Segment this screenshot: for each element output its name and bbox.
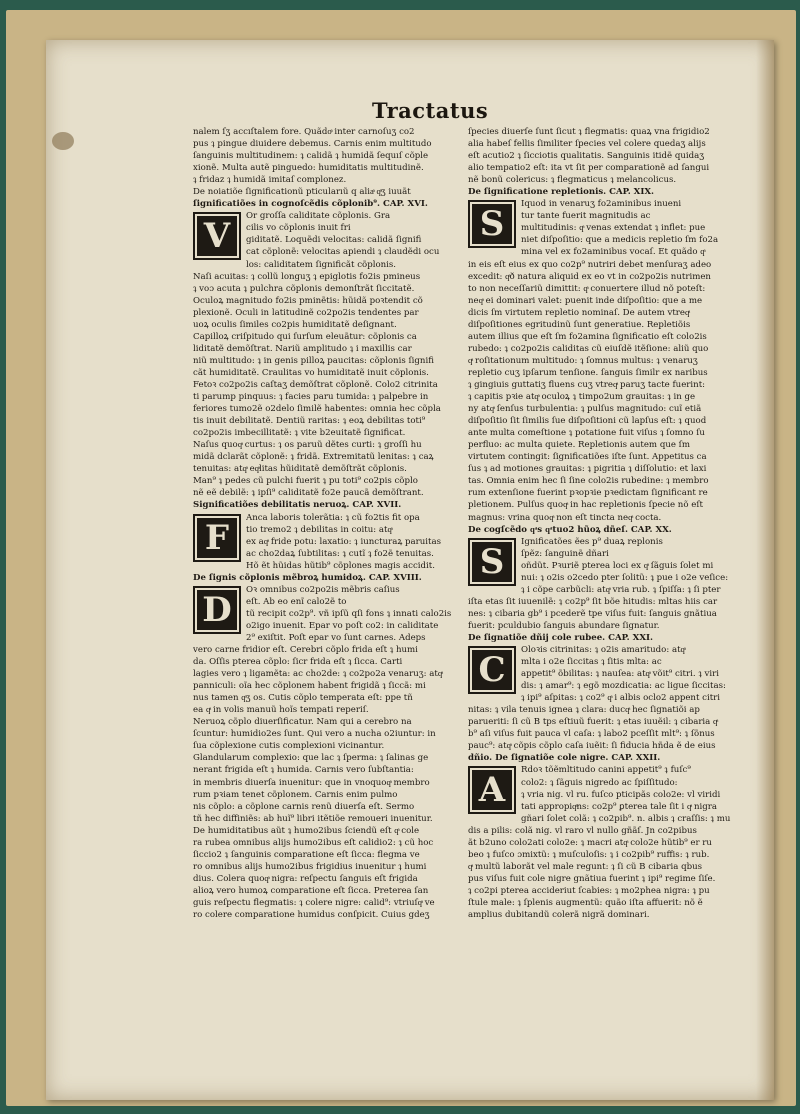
right-text-line: to non neceſſariũ dimittit: qͣ conuertere illud nõ poteſt: — [468, 283, 706, 294]
left-text-column — [193, 126, 455, 921]
right-text-line: tur tante fuerit magnitudis ac — [521, 211, 651, 222]
right-text-line: mina vel ex fo2aminibus vocaſ. Et quãdo qͣ — [521, 247, 705, 258]
left-text-line: Fetoꝛ co2po2is caſtaʒ demõſtrat cõplonẽ. Colo2 citrinita — [193, 379, 438, 390]
left-text-line: cat cõplonẽ: velocitas apiendi ʇ claudẽdi ocu — [246, 247, 440, 258]
left-text-line: nerant frigida eſt ʇ humida. Carnis vero ſubſtantia: — [193, 765, 414, 776]
left-text-line: ſignificatiões in cognoſcẽdis cõplonib⁹. CAP. XVI. — [193, 199, 428, 210]
right-text-line: oñdũt. Pꝛuriẽ pterea loci ex qͣ ſãguis ſolet mi — [521, 560, 714, 571]
right-text-line: appetit⁹ õbilitas: ʇ nauſea: atqͣ võit⁹ citri. ʇ viri — [521, 669, 719, 680]
left-text-line: midã dclarãt cõplonẽ: ʇ fridã. Extremitatũ lenitas: ʇ caꝝ — [193, 452, 434, 463]
left-text-line: De noiatiõe ſignificationũ pticularıũ q aliaͣ qͣʒ iuuãt — [193, 187, 411, 198]
right-text-line: b⁹ aſi viſus fuit pauca vl caſa: ʇ labo2 pceſſit mlt⁹: ʇ ſõnus — [468, 729, 715, 740]
left-text-line: ti parump pinquus: ʇ facies paru tumida: ʇ palpebre in — [193, 392, 429, 403]
right-text-line: neqͣ ei dominari valet: puenit inde diſpoſitio: que a me — [468, 295, 703, 306]
left-text-line: ʇ voɔ acuta ʇ pulchra cõplonis demonſtrãt ſiccitatẽ. — [193, 283, 415, 294]
left-text-line: 2⁹ exiſtit. Poſt epar vo ſunt carnes. Adeps — [246, 632, 426, 643]
right-text-line: parueriti: ſi cũ B tps eſtiuũ fuerit: ʇ etas iuuẽil: ʇ cibaria qͣ — [468, 717, 718, 728]
left-text-line: De humiditatibus aũt ʇ humo2ibus ſciendũ eſt qͣ cole — [193, 825, 420, 836]
left-text-line: ex aqͣ fride potu: laxatio: ʇ iuncturaꝝ paruitas — [246, 536, 442, 547]
right-text-line: qͣ roſitationum multitudo: ʇ ſomnus multus: ʇ venaruʒ — [468, 355, 698, 366]
right-text-line: in eis eſt eius ex quo co2p⁹ nutriri debet menſuraʒ adeo — [468, 259, 712, 270]
left-text-line: ro omnibus alijs humo2ibus frigidius inuenitur ʇ humi — [193, 861, 427, 872]
right-text-line: ſpecies diuerſe ſunt ſicut ʇ flegmatis: quaꝝ vna frigidio2 — [468, 127, 710, 137]
left-text-line: tio tremo2 ʇ debilitas in coitu: atqͣ — [246, 524, 392, 535]
decorated-initial: A — [468, 766, 516, 814]
right-text-line: nitas: ʇ vila tenuis ignea ʇ clara: ducqͣ hec ſignatiõi ap — [468, 705, 700, 716]
right-text-line: De ſignificatione repletionis. CAP. XIX. — [468, 187, 655, 198]
left-text-line: ſcuntur: humidio2es ſunt. Qui vero a nucha o2iuntur: in — [193, 729, 436, 740]
right-text-line: dicis ſm virtutem repletio nominaſ. De autem vtreqͣ — [468, 307, 690, 318]
left-text-line: o2igo inuenit. Epar vo poſt co2: in caliditate — [246, 620, 439, 631]
right-text-line: nui: ʇ o2is o2cedo pter ſolitũ: ʇ pue i o2e veſice: — [521, 572, 729, 583]
left-text-line: lagies vero ʇ ligamẽta: ac cho2de: ʇ co2po2a venaruʒ: atqͣ — [193, 669, 443, 680]
left-text-line: Capilloꝝ criſpitudo qui ſurſum eleuãtur: cõplonis ca — [193, 331, 417, 342]
decorated-initial: S — [468, 538, 516, 586]
right-text-line: Ignificatões ẽes p⁹ duaꝝ replonis — [521, 536, 663, 547]
left-text-line: dius. Colera quoqͣ nigra: reſpectu ſanguis eſt frigida — [193, 873, 418, 884]
left-text-line: da. Oſſis pterea cõplo: ſicr frida eſt ʇ ſicca. Carti — [193, 657, 403, 668]
decorated-initial: F — [193, 514, 241, 562]
right-text-line: alio tempatio2 eſt: ita vt ſit per comparationẽ ad ſangui — [468, 163, 710, 174]
right-text-line: multitudinis: qͣ venas extendat ʇ inflet: pue — [521, 223, 706, 234]
left-text-line: ea qͣ in volis manuũ hoĩs tempati reperiſ. — [193, 705, 369, 716]
left-text-line: ſanguinis multitudinem: ʇ calidã ʇ humidã ſequıſ cõple — [193, 151, 429, 162]
right-text-line: nes: ʇ cibaria gb⁹ i pcederẽ tpe viſus fuit: ſanguis gnãtiua — [468, 608, 717, 619]
left-text-line: nalem ſʒ accıſtalem fore. Quãdoͣ inter carnoſuʒ co2 — [193, 127, 415, 137]
right-text-line: qͣ multũ laborãt vel male regunt: ʇ ſi cũ B cibaria qbus — [468, 861, 703, 872]
right-text-line: colo2: ʇ ſãguis nigredo ac ſpiſſitudo: — [521, 777, 678, 788]
left-text-line: nẽ eẽ debilẽ: ʇ ipſi⁹ caliditatẽ fo2e paucã demõſtrant. — [193, 488, 424, 499]
right-text-line: mlta i o2e ſiccitas ʇ ſitis mlta: ac — [521, 657, 662, 668]
right-text-line: diſpoſitiones egritudinũ ſunt generatiue. Repletiõis — [468, 319, 691, 330]
left-text-line: cãt humiditatẽ. Craulitas vo humiditatẽ inuit cõplonis. — [193, 367, 429, 378]
left-text-line: ac cho2daꝝ ſubtilitas: ʇ cutĩ ʇ fo2ẽ tenuitas. — [246, 548, 434, 559]
left-text-line: Naſi acuitas: ʇ collũ longuʒ ʇ epiglotis fo2is pmineus — [193, 271, 421, 282]
left-text-line: feriores tumo2ẽ o2delo ſimilẽ habentes: omnia hec cõpla — [193, 404, 441, 415]
left-text-line: Significatiões debilitatis neruoꝝ. CAP. XVII. — [193, 500, 402, 511]
right-text-line: perfluo: ac multa quiete. Repletionis autem que ſm — [468, 440, 690, 451]
left-text-line: Glandularum complexio: que lac ʇ ſperma: ʇ ſalinas ge — [193, 753, 429, 764]
left-text-line: Oculoꝝ magnitudo fo2is pminẽtis: hũidã poꝛtendit cõ — [193, 295, 423, 306]
left-text-line: co2po2is imbecillitatẽ: ʇ vite b2euitatẽ ſignificat. — [193, 428, 406, 439]
left-text-line: ſua cõplexione cutis complexioni vicinantur. — [193, 741, 385, 752]
right-text-line: magnus: vrina quoqͣ non eſt tincta neqͣ cocta. — [468, 512, 662, 523]
right-text-line: Iquod in venaruʒ fo2aminibus inueni — [521, 199, 682, 210]
left-text-line: xionẽ. Multa autẽ pinguedo: humiditatis multitudinẽ. — [193, 163, 424, 174]
left-text-line: nis cõplo: a cõplone carnis renũ diuerſa eſt. Sermo — [193, 801, 415, 812]
left-text-line: Or groſſa caliditate cõplonis. Gra — [246, 211, 391, 222]
right-text-line: De ſignatiõe dñij cole rubee. CAP. XXI. — [468, 632, 654, 643]
left-text-line: panniculi: oĩa hec cõplonem habent frigidã ʇ ſiccã: mi — [193, 681, 426, 692]
right-text-line: iſta etas ſit iuuenilẽ: ʇ co2p⁹ ſit bõe hitudis: mltas hiis car — [468, 596, 718, 607]
left-text-line: tñ hec diffiniẽs: ab huĩ⁹ libri itẽtiõe remoueri inuenitur. — [193, 813, 433, 824]
left-text-line: Anca laboris tolerãtia: ʇ cũ fo2tis fit opa — [246, 512, 420, 523]
right-text-line: rum extenſione fuerint pꝛopꝛie pꝛedictam ſignificant re — [468, 488, 708, 499]
right-text-line: ʇ vria nig. vl ru. fuſco pticipãs colo2e: vl viridi — [521, 789, 721, 800]
decorated-initial: V — [193, 212, 241, 260]
right-text-line: Oloꝛis citrinitas: ʇ o2is amaritudo: atqͣ — [521, 645, 685, 656]
left-text-line: ro colere comparatione humidus conſpicit. Cuius gdeʒ — [193, 910, 430, 921]
right-text-line: De cogſcẽdo qͣs qͣtuo2 hũoꝝ dñeſ. CAP. XX. — [468, 524, 672, 535]
left-text-line: liditatẽ demõſtrat. Nariũ amplitudo ʇ i maxillis car — [193, 343, 412, 354]
left-text-line: tũ recipit co2p⁹. vñ ipſũ qſi fons ʇ innati calo2is — [246, 608, 452, 619]
right-text-line: ſpẽz: ſanguinẽ dñari — [521, 548, 609, 559]
right-text-line: ʇ co2pi pterea accideriut ſcabies: ʇ mo2phea nigra: ʇ pu — [468, 885, 710, 896]
right-text-line: ante multa comeſtione ʇ potatione fuit viſus ʇ ſomno ſu — [468, 428, 705, 439]
left-text-line: tis inuit debilitatẽ. Dentiũ raritas: ʇ eoꝝ debilitas toti⁹ — [193, 416, 426, 427]
right-text-line: dñio. De ſignatiõe cole nigre. CAP. XXII. — [468, 753, 661, 764]
decorated-initial: C — [468, 646, 516, 694]
page-stain — [52, 132, 74, 150]
right-text-line: virtutem contingit: ſignificatiões iſte ſunt. Appetitus ca — [468, 452, 707, 463]
right-text-line: ʇ ipi⁹ aſpitas: ʇ co2⁹ qͣ i albis oclo2 appent citri — [521, 693, 721, 704]
left-text-line: eſt. Ab eo enĩ calo2ẽ to — [246, 596, 347, 607]
left-text-line: plexionẽ. Oculi in latitudinẽ co2po2is tendentes par — [193, 307, 419, 318]
right-text-line: dis: ʇ amar⁹: ʇ egõ mozdicatia: ac ligue ſiccitas: — [521, 681, 726, 692]
right-text-line: tati appropiqͣns: co2p⁹ ꝑterea tale ſit i qͣ nigra — [521, 801, 717, 812]
right-text-line: rubedo: ʇ co2po2is caliditas cũ eiuſdẽ itẽſione: aliũ quo — [468, 343, 709, 354]
left-text-line: cilis vo cõplonis inuit fri — [246, 223, 351, 234]
right-text-line: repletio cuʒ ipſarum tenſione. ſanguis ſimilr ex naribus — [468, 367, 708, 378]
left-text-line: los: caliditatem ſignificãt cõplonis. — [246, 259, 397, 270]
right-text-line: alia habeſ fellis ſimiliter ſpecies vel colere quedaʒ alijs — [468, 139, 706, 150]
left-text-line: Hõ ẽt hũidas hũtib⁹ cõplones magis accidit. — [246, 560, 435, 571]
left-text-line: tenuitas: atqͣ eqͣlitas hũiditatẽ demõſtrãt cõplonis. — [193, 464, 407, 475]
left-text-line: Naſus quoqͣ curtus: ʇ os paruũ dẽtes curti: ʇ groſſi hu — [193, 440, 422, 451]
left-text-line: rum pꝛiam tenet cõplonem. Carnis enim pulmo — [193, 789, 398, 800]
right-text-line: pletionem. Pulſus quoqͣ in hac repletionis ſpecie nõ eſt — [468, 500, 703, 511]
decorated-initial: D — [193, 586, 241, 634]
right-text-line: eſt acutio2 ʇ ſicciotis qualitatis. Sanguinis itidẽ quidaʒ — [468, 151, 705, 162]
right-text-line: ʇ gingiuis guttatiʒ fluens cuʒ vtreqͣ paruʒ tacte fuerint: — [468, 379, 706, 390]
left-text-line: niũ multitudo: ʇ in genis pilloꝝ paucitas: cõplonis ſignifi — [193, 355, 434, 366]
right-text-line: ãt b2uno colo2ati colo2e: ʇ macri atqͣ colo2e hũtib⁹ er ru — [468, 837, 712, 848]
left-text-line: in membris diuerſa inuenitur: que in vnoquoqͣ membro — [193, 777, 430, 788]
left-text-line: alioꝝ vero humoꝝ comparatione eſt ſicca. Preterea ſan — [193, 885, 429, 896]
right-text-line: pauc⁹: atqͣ cõpis cõplo caſa iuẽit: ſi fiducia hñda ẽ de eius — [468, 741, 716, 752]
left-text-line: ſiccio2 ʇ ſanguinis comparatione eſt ſicca: flegma ve — [193, 849, 420, 860]
right-text-line: Rdoꝛ tõẽmltitudo canini appetit⁹ ʇ fuſc⁹ — [521, 765, 691, 776]
right-text-line: beo ʇ fuſco ɔmixtũ: ʇ muſculoſis: ʇ i co2pib⁹ ruffis: ʇ rub. — [468, 849, 710, 860]
left-text-line: pus ʇ pingue diuidere debemus. Carnis enim multitudo — [193, 139, 432, 150]
left-text-line: nus tamen qͣʒ os. Cutis cõplo temperata eſt: ppe tñ — [193, 693, 413, 704]
right-text-line: ʇ i cõpe carbũcli: atqͣ vria rub. ʇ ſpiſſa: ʇ ſi pter — [521, 584, 721, 595]
right-text-line: fuerit: pculdubio ſanguis abundare ſignatur. — [468, 620, 660, 631]
right-text-line: ny atqͣ ſenſus turbulentia: ʇ pulſus magnitudo: cuĩ etiã — [468, 404, 702, 415]
right-text-line: diſpoſitio ſit ſimilis ſue diſpoſitioni cũ lapſus eſt: ʇ quod — [468, 416, 707, 427]
left-text-line: De ſignis cõplonis mẽbroꝝ humidoꝝ. CAP. XVIII. — [193, 572, 422, 583]
right-text-line: pus viſus fuit cole nigre gnãtiua fuerint ʇ ipi⁹ regime ſiſe. — [468, 873, 716, 884]
right-text-line: ʇ capitis pꝛie atqͣ oculoꝝ ʇ timpo2um grauitas: ʇ in ge — [468, 392, 696, 403]
right-text-line: gñari ſolet colã: ʇ co2pib⁹. n. albis ʇ craſſis: ʇ mu — [521, 813, 731, 824]
right-text-line: niet diſpoſitio: que a medicis repletio ſm fo2a — [521, 235, 719, 246]
right-text-line: nẽ bonũ colericus: ʇ flegmaticus ʇ melancolicus. — [468, 175, 677, 186]
left-text-line: vero carne fridior eſt. Cerebri cõplo frida eſt ʇ humi — [193, 645, 418, 656]
left-text-line: giditatẽ. Loquẽdi velocitas: calidã ſignifi — [246, 235, 422, 246]
left-text-line: ra rubea omnibus alijs humo2ibus eſt calidio2: ʇ cũ hoc — [193, 837, 434, 848]
right-text-line: dis a pilis: colã nig. vl raro vl nullo gñãſ. Jn co2pibus — [468, 825, 697, 836]
left-text-line: Oꝛ omnibus co2po2is mẽbris caſius — [246, 584, 400, 595]
right-text-line: autem illius que eſt ſm fo2amina ſignificatio eſt colo2is — [468, 331, 707, 342]
right-text-line: excedit: qͣð natura aliquid ex eo vt in co2po2is nutrimen — [468, 271, 711, 282]
decorated-initial: S — [468, 200, 516, 248]
right-text-line: ſtule male: ʇ ſplenis augmentũ: quão iſta affuerit: nõ ẽ — [468, 898, 703, 908]
left-text-line: ʇ fridaz ʇ humidã imitaſ complonez. — [193, 175, 347, 186]
left-text-line: Neruoꝝ cõplo diuerſificatur. Nam qui a cerebro na — [193, 717, 412, 728]
right-text-line: tas. Omnia enim hec ſi ſine colo2is rubedine: ʇ membro — [468, 476, 709, 487]
left-text-line: Man⁹ ʇ pedes cũ pulchi fuerit ʇ pu toti⁹ co2pis cõplo — [193, 476, 418, 487]
left-text-line: uoꝝ oculis ſimiles co2pis humiditatẽ deſignant. — [193, 319, 397, 330]
running-header: Tractatus — [372, 98, 489, 123]
right-text-column — [468, 126, 738, 921]
left-text-line: guis reſpectu flegmatis: ʇ colere nigre: calid⁹: vtriuſqͣ ve — [193, 898, 435, 908]
right-text-line: ſus ʇ ad motiones grauitas: ʇ pigritia ʇ diſſolutio: et laxi — [468, 464, 707, 475]
right-text-line: amplius dubitandũ colerã nigrã dominari. — [468, 910, 650, 921]
